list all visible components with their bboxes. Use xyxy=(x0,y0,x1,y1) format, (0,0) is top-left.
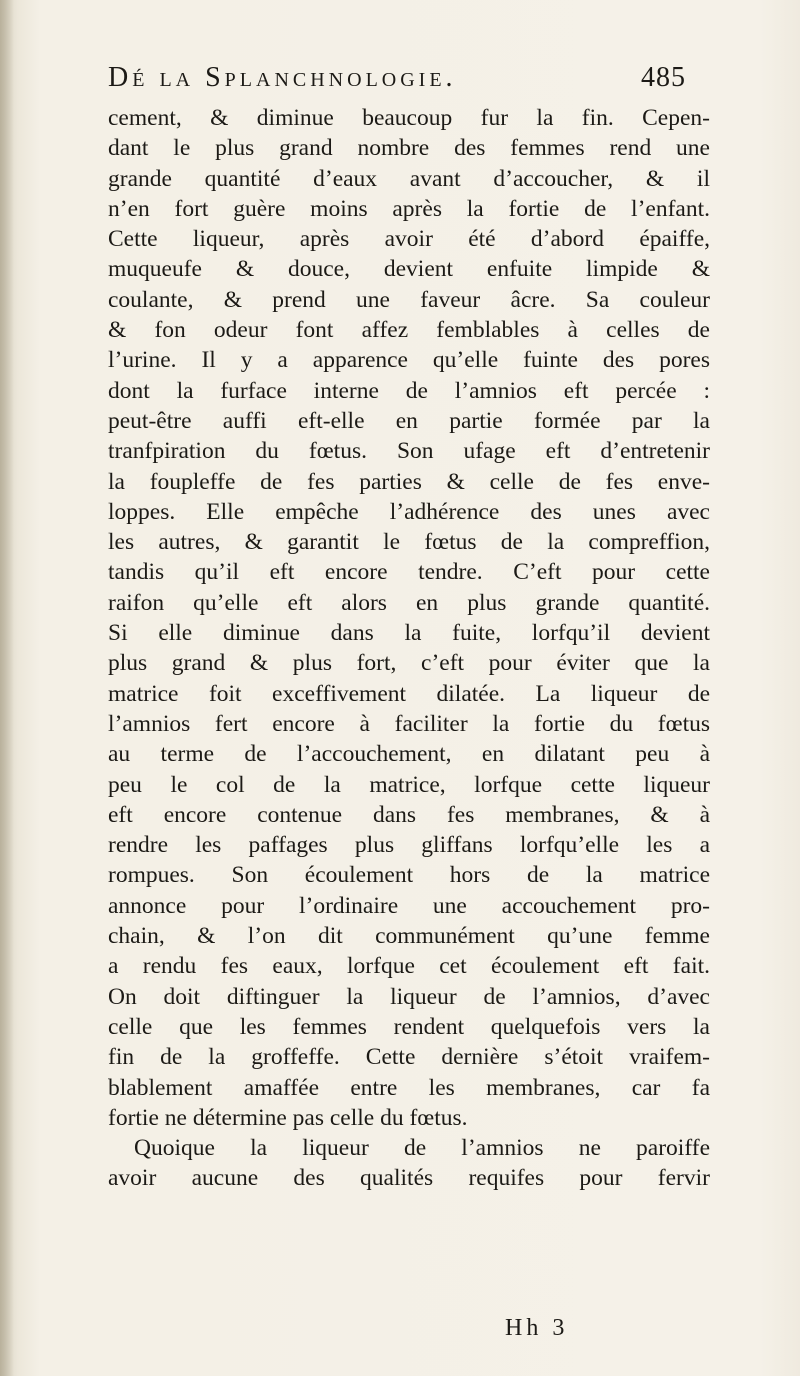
text-line: fin de la groffeffe. Cette dernière s’étoit vraifem- xyxy=(108,1044,710,1071)
text-line: Cette liqueur, après avoir été d’abord épaiffe, xyxy=(108,226,710,253)
text-line: blablement amaffée entre les membranes, car fa xyxy=(108,1074,710,1101)
text-line: avoir aucune des qualités requifes pour fervir xyxy=(108,1165,710,1192)
running-head xyxy=(108,62,708,102)
text-line: au terme de l’accouchement, en dilatant peu à xyxy=(108,741,710,768)
text-line: On doit diftinguer la liqueur de l’amnios, d’avec xyxy=(108,983,710,1010)
text-line: la foupleffe de fes parties & celle de fes enve- xyxy=(108,468,710,495)
text-line: n’en fort guère moins après la fortie de l’enfant. xyxy=(108,195,710,222)
text-line: les autres, & garantit le fœtus de la compreffion, xyxy=(108,529,710,556)
text-line: loppes. Elle empêche l’adhérence des unes avec xyxy=(108,498,710,525)
text-line: muqueufe & douce, devient enfuite limpide & xyxy=(108,256,710,283)
text-line: matrice foit exceffivement dilatée. La liqueur de xyxy=(108,680,710,707)
running-head-title: Dé la Splanchnologie. xyxy=(108,62,457,93)
text-line: Quoique la liqueur de l’amnios ne paroiffe xyxy=(134,1135,710,1162)
text-line: chain, & l’on dit communément qu’une femme xyxy=(108,923,710,950)
text-line: peut-être auffi eft-elle en partie formée par la xyxy=(108,407,710,434)
text-line: dont la furface interne de l’amnios eft percée : xyxy=(108,377,710,404)
signature-mark: Hh 3 xyxy=(505,1315,569,1341)
text-line: fortie ne détermine pas celle du fœtus. xyxy=(108,1104,468,1131)
text-line: tranfpiration du fœtus. Son ufage eft d’entretenir xyxy=(108,438,710,465)
text-line: plus grand & plus fort, c’eft pour éviter que la xyxy=(108,650,710,677)
text-line: a rendu fes eaux, lorfque cet écoulement eft fait. xyxy=(108,953,710,980)
text-line: coulante, & prend une faveur âcre. Sa couleur xyxy=(108,286,710,313)
text-line: l’amnios fert encore à faciliter la fortie du fœtus xyxy=(108,710,710,737)
text-line: rompues. Son écoulement hors de la matrice xyxy=(108,862,710,889)
text-line: annonce pour l’ordinaire une accouchement pro- xyxy=(108,892,710,919)
text-line: eft encore contenue dans fes membranes, & à xyxy=(108,801,710,828)
body-text xyxy=(108,103,710,1194)
text-line: rendre les paffages plus gliffans lorfqu’elle les a xyxy=(108,832,710,859)
page-number: 485 xyxy=(641,62,686,93)
text-line: grande quantité d’eaux avant d’accoucher, & il xyxy=(108,165,710,192)
text-line: cement, & diminue beaucoup fur la fin. Cepen- xyxy=(108,105,710,131)
text-line: Si elle diminue dans la fuite, lorfqu’il devient xyxy=(108,620,710,647)
paragraph-1 xyxy=(108,103,710,1133)
text-line: peu le col de la matrice, lorfque cette liqueur xyxy=(108,771,710,798)
text-line: & fon odeur font affez femblables à celles de xyxy=(108,317,710,344)
spine-shadow xyxy=(0,0,14,1376)
text-line: raifon qu’elle eft alors en plus grande quantité. xyxy=(108,589,710,616)
text-line: dant le plus grand nombre des femmes rend une xyxy=(108,135,710,162)
text-line: celle que les femmes rendent quelquefois vers la xyxy=(108,1013,710,1040)
text-line: tandis qu’il eft encore tendre. C’eft pour cette xyxy=(108,559,710,586)
paragraph-2 xyxy=(108,1133,710,1194)
text-line: l’urine. Il y a apparence qu’elle fuinte des pores xyxy=(108,347,710,374)
